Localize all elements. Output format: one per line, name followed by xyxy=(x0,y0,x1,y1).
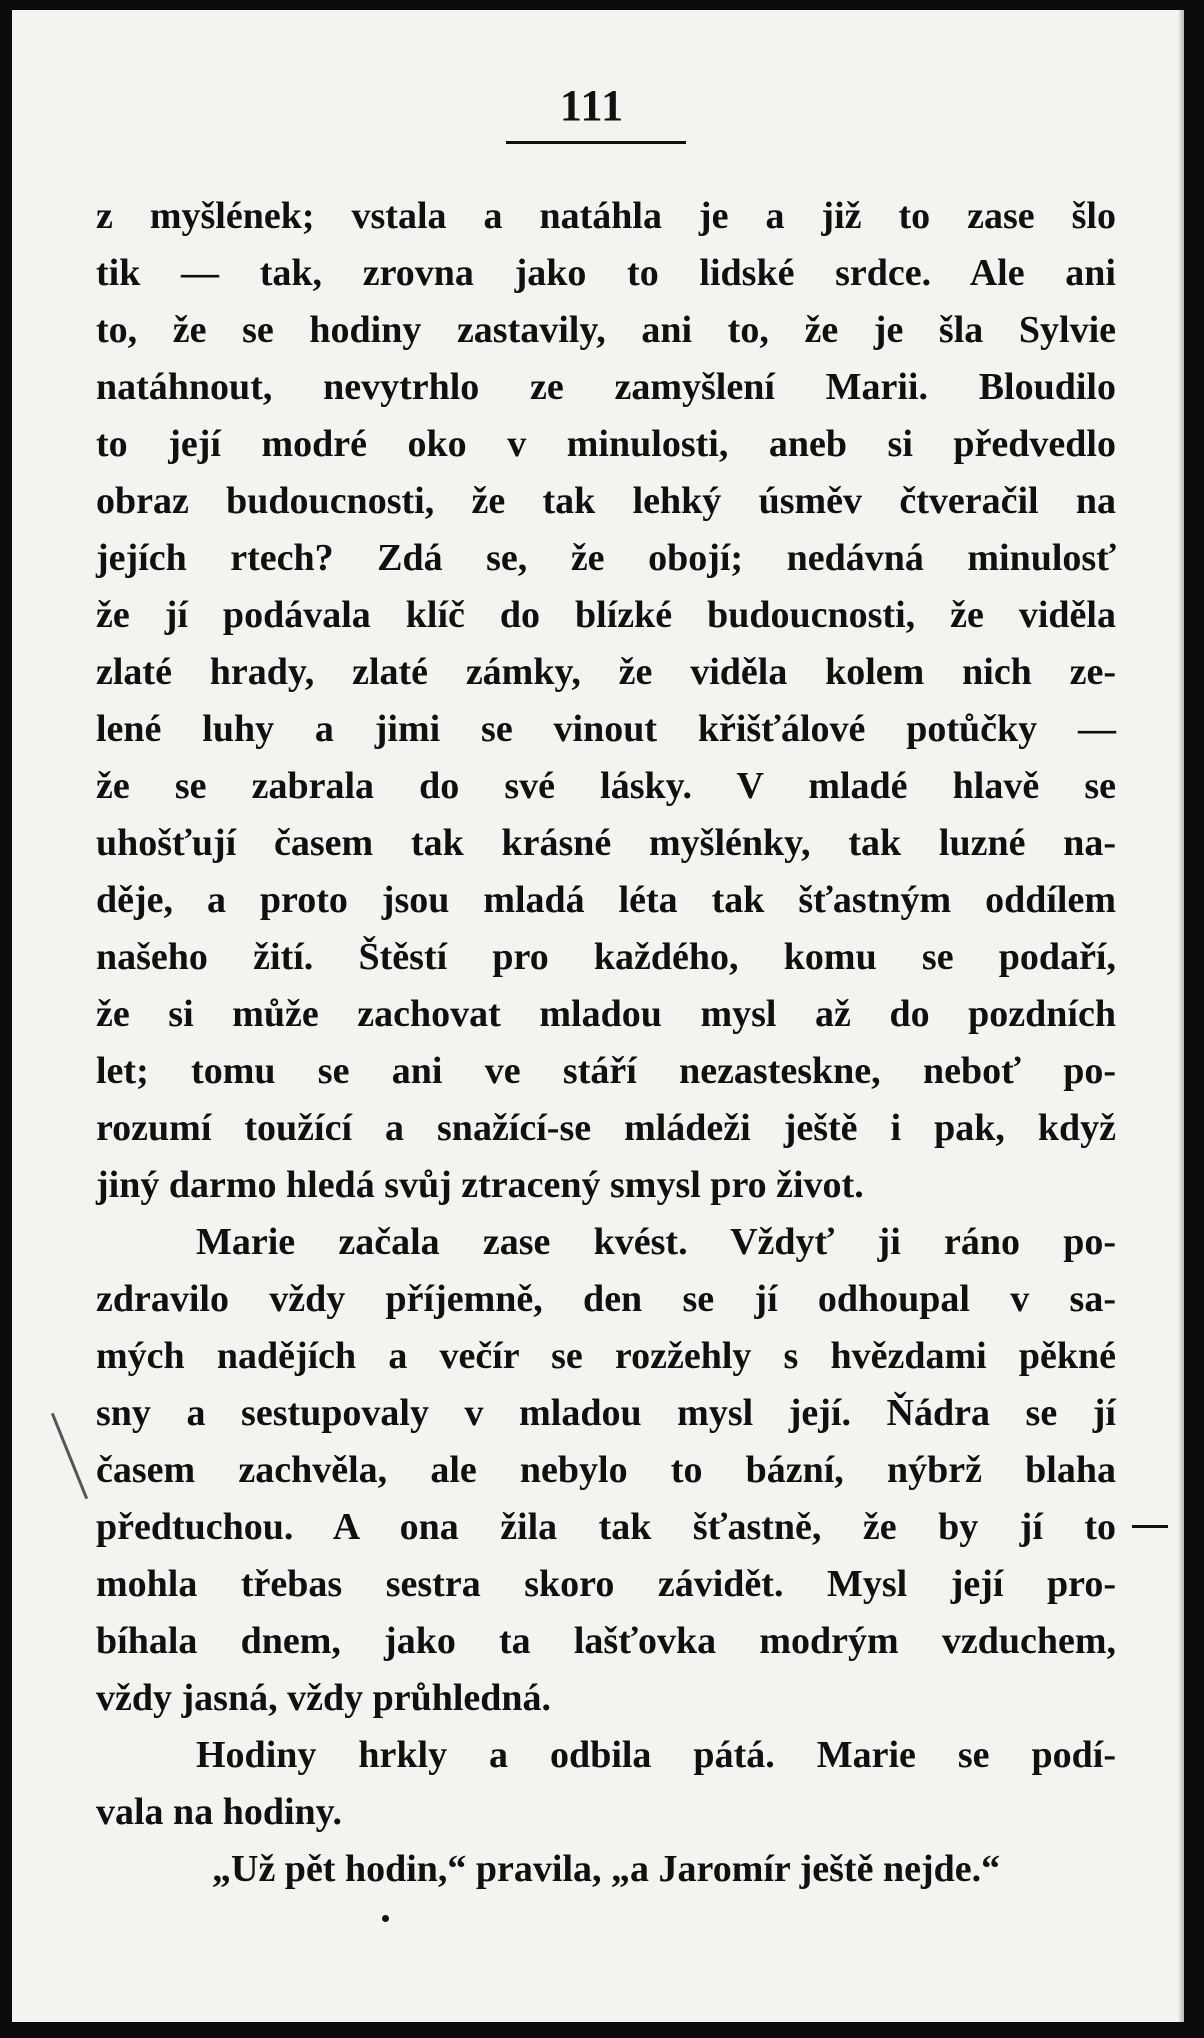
text-line: obraz budoucnosti, že tak lehký úsměv čtveračil na xyxy=(96,480,1116,522)
margin-pencil-stroke xyxy=(51,1413,88,1499)
paragraph-end-line: vždy jasná, vždy průhledná. xyxy=(96,1677,552,1719)
text-line: natáhnout, nevytrhlo ze zamyšlení Marii. Bloudilo xyxy=(96,366,1116,408)
text-line: časem zachvěla, ale nebylo to bázní, nýbrž blaha xyxy=(96,1449,1116,1491)
paragraph-end-line: vala na hodiny. xyxy=(96,1791,343,1833)
text-line: našeho žití. Štěstí pro každého, komu se podaří, xyxy=(96,936,1116,978)
page-number: 111 xyxy=(559,81,625,130)
text-line: to její modré oko v minulosti, aneb si předvedlo xyxy=(96,423,1116,465)
text-line: předtuchou. A ona žila tak šťastně, že by jí to xyxy=(96,1506,1116,1548)
body-text xyxy=(96,188,1116,1898)
ink-dot xyxy=(382,1915,389,1922)
paragraph-end-line: jiný darmo hledá svůj ztracený smysl pro život. xyxy=(96,1164,864,1206)
text-line: rozumí toužící a snažící-se mládeži ještě i pak, když xyxy=(96,1107,1116,1149)
page-number-rule xyxy=(506,141,686,144)
text-line: uhošťují časem tak krásné myšlénky, tak luzné na- xyxy=(96,822,1116,864)
text-line: že se zabrala do své lásky. V mladé hlavě se xyxy=(96,765,1116,807)
text-line: že si může zachovat mladou mysl až do pozdních xyxy=(96,993,1116,1035)
text-line: mých nadějích a večír se rozžehly s hvězdami pěkné xyxy=(96,1335,1116,1377)
text-line: děje, a proto jsou mladá léta tak šťastným oddílem xyxy=(96,879,1116,921)
page-edge-shadow xyxy=(1178,10,1184,2022)
text-line: to, že se hodiny zastavily, ani to, že je šla Sylvie xyxy=(96,309,1116,351)
paragraph-start-line: Hodiny hrkly a odbila pátá. Marie se podí- xyxy=(196,1734,1116,1776)
text-line: z myšlének; vstala a natáhla je a již to zase šlo xyxy=(96,195,1116,237)
text-line: tik — tak, zrovna jako to lidské srdce. Ale ani xyxy=(96,252,1116,294)
margin-dash-mark xyxy=(1132,1525,1168,1528)
text-line: zdravilo vždy příjemně, den se jí odhoupal v sa- xyxy=(96,1278,1116,1320)
text-line: bíhala dnem, jako ta lašťovka modrým vzduchem, xyxy=(96,1620,1116,1662)
text-line: let; tomu se ani ve stáří nezasteskne, neboť po- xyxy=(96,1050,1116,1092)
paragraph-start-line: Marie začala zase kvést. Vždyť ji ráno po- xyxy=(196,1221,1116,1263)
text-line: sny a sestupovaly v mladou mysl její. Ňádra se jí xyxy=(96,1392,1116,1434)
text-line: mohla třebas sestra skoro závidět. Mysl její pro- xyxy=(96,1563,1116,1605)
text-line: zlaté hrady, zlaté zámky, že viděla kolem nich ze- xyxy=(96,651,1116,693)
text-line: že jí podávala klíč do blízké budoucnosti, že viděla xyxy=(96,594,1116,636)
text-line: lené luhy a jimi se vinout křišťálové potůčky — xyxy=(96,708,1116,750)
text-line: jejích rtech? Zdá se, že obojí; nedávná minulosť xyxy=(96,537,1116,579)
book-page xyxy=(12,10,1184,2022)
dialogue-line: „Už pět hodin,“ pravila, „a Jaromír ještě nejde.“ xyxy=(212,1848,1001,1890)
